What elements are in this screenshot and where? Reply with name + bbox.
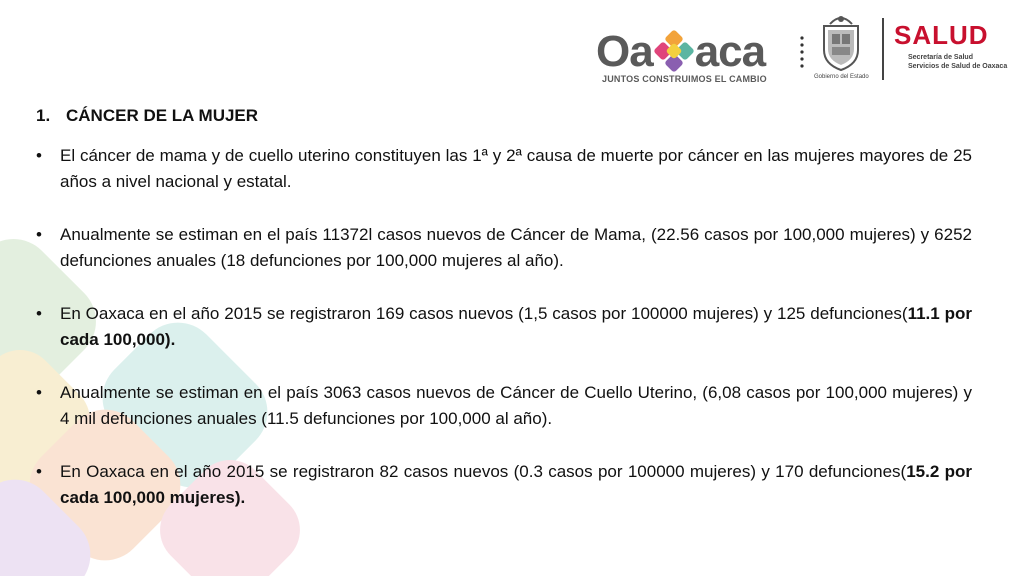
bullet-item	[36, 222, 972, 274]
bullet-marker: •	[36, 146, 42, 165]
oaxaca-logo-right: aca	[694, 27, 766, 76]
section-heading	[36, 106, 972, 126]
bullet-text: Anualmente se estiman en el país 11372l casos nuevos de Cáncer de Mama, (22.56 casos por 100,000 mujeres) y 6252 defunciones anuales (18 defunciones por 100,000 mujeres al año).	[60, 225, 972, 270]
salud-logo: SALUD	[894, 20, 989, 50]
bullet-text: En Oaxaca en el año 2015 se registraron 82 casos nuevos (0.3 casos por 100000 mujeres) y 170 defunciones(	[60, 462, 907, 481]
logo-divider	[882, 18, 884, 80]
bullet-marker: •	[36, 462, 42, 481]
bullet-item	[36, 143, 972, 195]
coat-of-arms-icon	[816, 12, 866, 74]
bullet-marker: •	[36, 304, 42, 323]
bullet-marker: •	[36, 383, 42, 402]
gobierno-label: Gobierno del Estado	[814, 74, 869, 80]
slide-content	[36, 106, 972, 538]
heading-text: CÁNCER DE LA MUJER	[66, 106, 259, 125]
bullet-list	[36, 143, 972, 511]
oaxaca-x-icon	[654, 30, 698, 74]
bullet-marker: •	[36, 225, 42, 244]
salud-subtitle-2: Servicios de Salud de Oaxaca	[908, 63, 1008, 70]
separator-dots	[800, 36, 804, 70]
salud-subtitle-1: Secretaría de Salud	[908, 54, 973, 61]
oaxaca-logo-left: Oa	[596, 27, 653, 76]
bullet-item	[36, 380, 972, 432]
oaxaca-slogan: JUNTOS CONSTRUIMOS EL CAMBIO	[602, 74, 767, 84]
bullet-text: El cáncer de mama y de cuello uterino constituyen las 1ª y 2ª causa de muerte por cáncer en las mujeres mayores de 25 años a nivel nacional y estatal.	[60, 146, 972, 191]
bullet-text: En Oaxaca en el año 2015 se registraron 169 casos nuevos (1,5 casos por 100000 mujeres) y 125 defunciones(	[60, 304, 908, 323]
header-logos	[590, 8, 1010, 88]
heading-number: 1.	[36, 106, 51, 125]
bullet-bold-text: 15.2 por cada 100,000 mujeres).	[60, 462, 972, 507]
bullet-item	[36, 301, 972, 353]
bullet-text: Anualmente se estiman en el país 3063 casos nuevos de Cáncer de Cuello Uterino, (6,08 casos por 100,000 mujeres) y 4 mil defunciones anuales (11.5 defunciones por 100,000 al año).	[60, 383, 972, 428]
bullet-bold-text: 11.1 por cada 100,000).	[60, 304, 972, 349]
bullet-item	[36, 459, 972, 511]
